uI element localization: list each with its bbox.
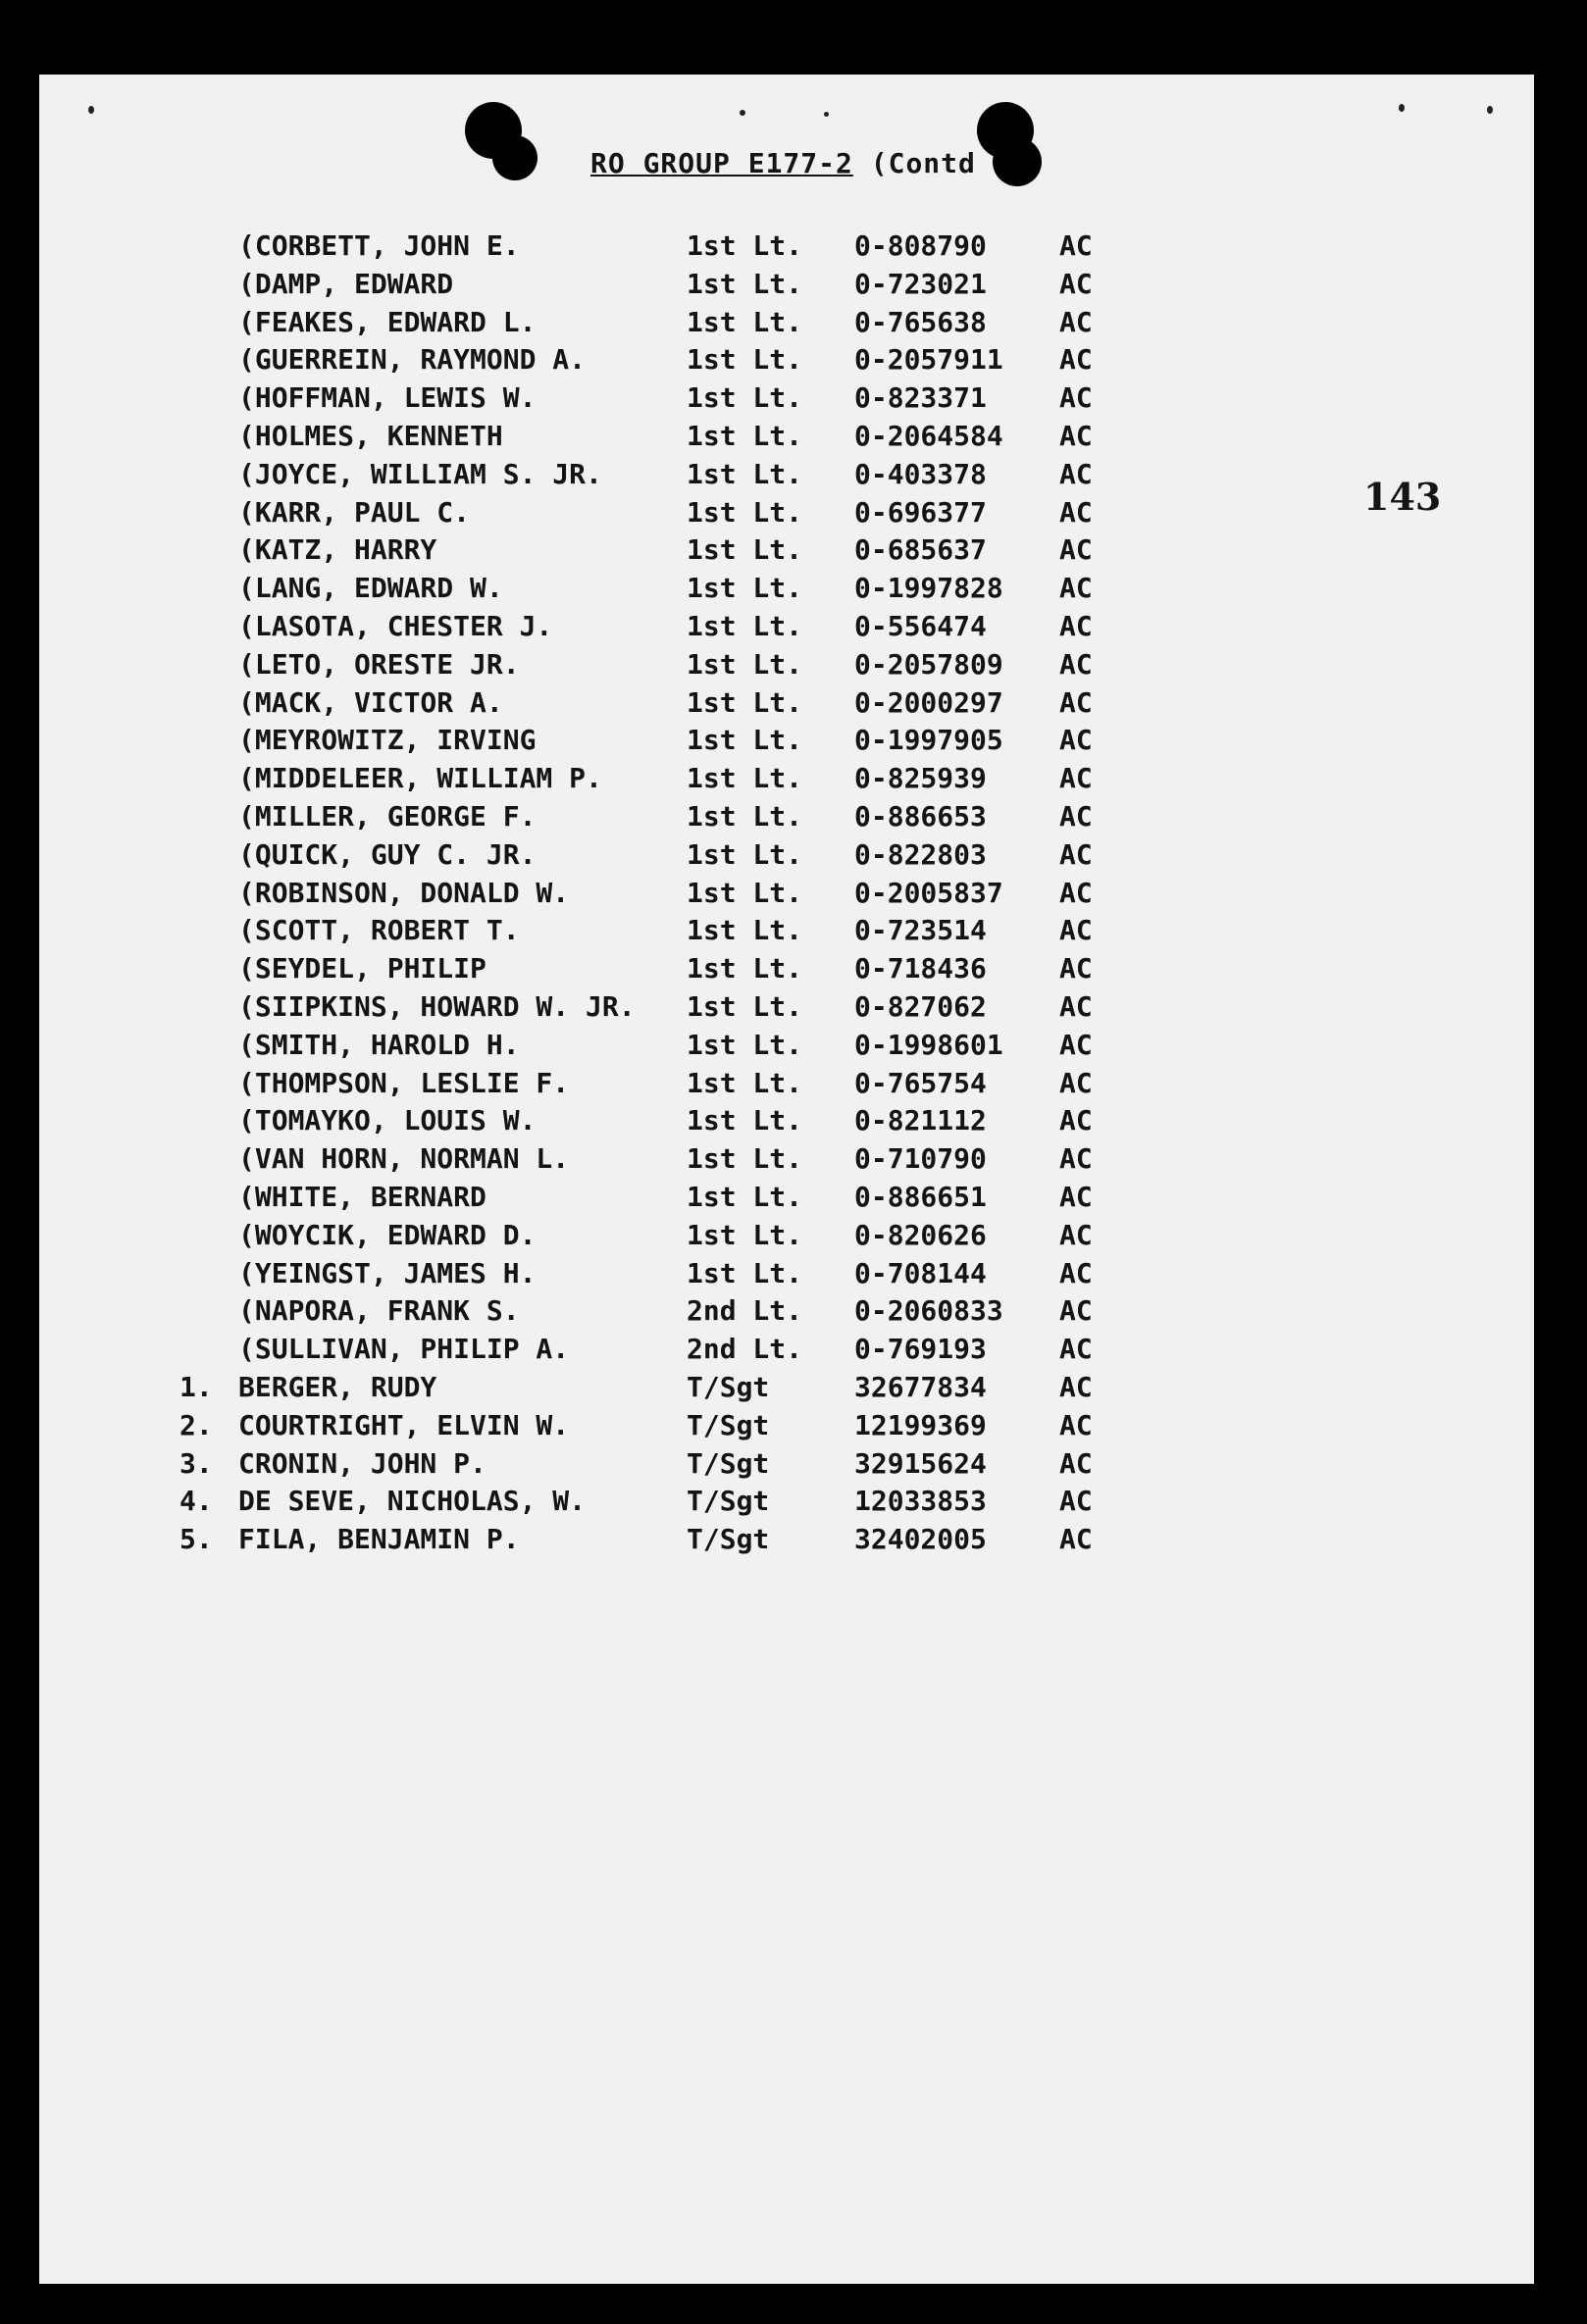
roster-row [39, 1257, 1534, 1296]
row-number: 3. [179, 1446, 213, 1480]
row-branch: AC [1059, 1256, 1093, 1289]
row-branch: AC [1059, 343, 1093, 377]
row-branch: AC [1059, 1028, 1093, 1061]
row-name: (VAN HORN, NORMAN L. [238, 1142, 570, 1176]
row-name: (HOFFMAN, LEWIS W. [238, 381, 537, 415]
roster-row [39, 458, 1534, 497]
roster-row [39, 1219, 1534, 1258]
roster-row [39, 533, 1534, 573]
row-serial-number: 0-2057809 [854, 647, 1003, 681]
roster-row [39, 268, 1534, 307]
row-rank: 1st Lt. [687, 952, 803, 985]
row-name: (MIDDELEER, WILLIAM P. [238, 762, 602, 795]
row-serial-number: 0-808790 [854, 229, 987, 262]
row-name: CRONIN, JOHN P. [238, 1446, 486, 1480]
row-branch: AC [1059, 1066, 1093, 1099]
roster-row [39, 990, 1534, 1030]
row-rank: T/Sgt [687, 1371, 770, 1403]
row-rank: 1st Lt. [687, 1218, 803, 1251]
row-serial-number: 0-1997828 [854, 572, 1003, 605]
row-branch: AC [1059, 837, 1093, 871]
row-serial-number: 0-718436 [854, 952, 987, 985]
row-serial-number: 0-2060833 [854, 1294, 1003, 1328]
row-serial-number: 0-769193 [854, 1333, 987, 1366]
row-name: (CORBETT, JOHN E. [238, 229, 520, 262]
row-name: BERGER, RUDY [238, 1371, 437, 1403]
row-name: (SMITH, HAROLD H. [238, 1028, 520, 1061]
row-name: (MILLER, GEORGE F. [238, 800, 537, 833]
row-branch: AC [1059, 914, 1093, 947]
row-rank: 1st Lt. [687, 572, 803, 605]
row-name: (ROBINSON, DONALD W. [238, 876, 570, 909]
row-name: (WOYCIK, EDWARD D. [238, 1218, 537, 1251]
row-name: (THOMPSON, LESLIE F. [238, 1066, 570, 1099]
row-name: (HOLMES, KENNETH [238, 420, 503, 452]
row-branch: AC [1059, 876, 1093, 909]
row-rank: 1st Lt. [687, 990, 803, 1023]
row-name: (GUERREIN, RAYMOND A. [238, 343, 587, 377]
roster-row [39, 420, 1534, 459]
row-rank: 1st Lt. [687, 381, 803, 415]
row-branch: AC [1059, 762, 1093, 795]
document-header [590, 147, 976, 179]
row-name: (LANG, EDWARD W. [238, 572, 503, 605]
row-serial-number: 0-827062 [854, 990, 987, 1023]
roster-row [39, 1485, 1534, 1524]
roster-row [39, 229, 1534, 269]
row-serial-number: 0-886653 [854, 800, 987, 833]
row-name: (MEYROWITZ, IRVING [238, 724, 537, 757]
speck [88, 106, 94, 114]
row-number: 1. [179, 1371, 213, 1403]
row-name: (MACK, VICTOR A. [238, 685, 503, 719]
row-branch: AC [1059, 1181, 1093, 1213]
row-serial-number: 0-765754 [854, 1066, 987, 1099]
row-rank: 2nd Lt. [687, 1294, 803, 1328]
row-rank: 2nd Lt. [687, 1333, 803, 1366]
speck [1399, 104, 1405, 112]
row-rank: 1st Lt. [687, 724, 803, 757]
row-serial-number: 0-710790 [854, 1142, 987, 1176]
row-name: DE SEVE, NICHOLAS, W. [238, 1485, 587, 1518]
punch-hole-right-lower [993, 137, 1042, 186]
row-branch: AC [1059, 1523, 1093, 1556]
row-branch: AC [1059, 724, 1093, 757]
row-serial-number: 12033853 [854, 1485, 987, 1518]
row-branch: AC [1059, 1294, 1093, 1328]
row-branch: AC [1059, 1104, 1093, 1137]
row-serial-number: 12199369 [854, 1408, 987, 1441]
roster-row [39, 1181, 1534, 1220]
row-serial-number: 0-685637 [854, 533, 987, 567]
row-serial-number: 0-2005837 [854, 876, 1003, 909]
row-serial-number: 0-723021 [854, 267, 987, 300]
row-rank: 1st Lt. [687, 647, 803, 681]
roster-row [39, 648, 1534, 687]
roster-row [39, 877, 1534, 916]
row-serial-number: 32915624 [854, 1446, 987, 1480]
row-rank: 1st Lt. [687, 267, 803, 300]
row-branch: AC [1059, 685, 1093, 719]
row-rank: 1st Lt. [687, 495, 803, 529]
row-branch: AC [1059, 647, 1093, 681]
row-branch: AC [1059, 457, 1093, 490]
speck [1487, 106, 1493, 114]
row-rank: 1st Lt. [687, 1256, 803, 1289]
row-serial-number: 0-1997905 [854, 724, 1003, 757]
row-rank: 1st Lt. [687, 610, 803, 642]
row-branch: AC [1059, 952, 1093, 985]
row-name: (KARR, PAUL C. [238, 495, 471, 529]
row-rank: 1st Lt. [687, 533, 803, 567]
row-serial-number: 32402005 [854, 1523, 987, 1556]
punch-hole-left-lower [492, 135, 538, 180]
roster-row [39, 496, 1534, 535]
row-serial-number: 0-2000297 [854, 685, 1003, 719]
roster-row [39, 800, 1534, 839]
roster-row [39, 610, 1534, 649]
row-serial-number: 0-820626 [854, 1218, 987, 1251]
row-serial-number: 0-403378 [854, 457, 987, 490]
row-number: 2. [179, 1408, 213, 1441]
row-serial-number: 0-556474 [854, 610, 987, 642]
row-serial-number: 0-825939 [854, 762, 987, 795]
row-branch: AC [1059, 572, 1093, 605]
row-branch: AC [1059, 1142, 1093, 1176]
row-rank: 1st Lt. [687, 420, 803, 452]
row-branch: AC [1059, 305, 1093, 338]
row-rank: T/Sgt [687, 1446, 770, 1480]
row-rank: T/Sgt [687, 1523, 770, 1556]
row-serial-number: 0-765638 [854, 305, 987, 338]
row-name: COURTRIGHT, ELVIN W. [238, 1408, 570, 1441]
row-serial-number: 0-886651 [854, 1181, 987, 1213]
row-serial-number: 0-2057911 [854, 343, 1003, 377]
row-rank: 1st Lt. [687, 1028, 803, 1061]
roster-row [39, 381, 1534, 421]
row-name: (SCOTT, ROBERT T. [238, 914, 520, 947]
row-rank: 1st Lt. [687, 1066, 803, 1099]
row-branch: AC [1059, 381, 1093, 415]
row-branch: AC [1059, 495, 1093, 529]
row-branch: AC [1059, 1371, 1093, 1403]
row-rank: 1st Lt. [687, 1142, 803, 1176]
roster-row [39, 1142, 1534, 1182]
row-branch: AC [1059, 1218, 1093, 1251]
row-name: (WHITE, BERNARD [238, 1181, 486, 1213]
speck [824, 112, 829, 117]
row-serial-number: 0-822803 [854, 837, 987, 871]
row-rank: 1st Lt. [687, 762, 803, 795]
row-serial-number: 0-1998601 [854, 1028, 1003, 1061]
roster-row [39, 306, 1534, 345]
row-branch: AC [1059, 267, 1093, 300]
row-name: (JOYCE, WILLIAM S. JR. [238, 457, 602, 490]
row-branch: AC [1059, 610, 1093, 642]
roster-row [39, 1523, 1534, 1562]
row-number: 4. [179, 1485, 213, 1518]
roster-row [39, 1333, 1534, 1372]
row-name: (SEYDEL, PHILIP [238, 952, 486, 985]
row-name: (QUICK, GUY C. JR. [238, 837, 537, 871]
roster-row [39, 762, 1534, 801]
roster-row [39, 1447, 1534, 1487]
row-rank: 1st Lt. [687, 229, 803, 262]
roster-row [39, 572, 1534, 611]
row-serial-number: 0-696377 [854, 495, 987, 529]
row-rank: 1st Lt. [687, 685, 803, 719]
row-rank: T/Sgt [687, 1408, 770, 1441]
roster-row [39, 914, 1534, 953]
header-suffix: (Contd [870, 147, 976, 179]
roster-row [39, 1371, 1534, 1410]
row-branch: AC [1059, 420, 1093, 452]
row-rank: 1st Lt. [687, 800, 803, 833]
row-branch: AC [1059, 533, 1093, 567]
row-rank: T/Sgt [687, 1485, 770, 1518]
header-title: RO GROUP E177-2 [590, 147, 853, 179]
row-rank: 1st Lt. [687, 457, 803, 490]
row-branch: AC [1059, 800, 1093, 833]
row-branch: AC [1059, 1408, 1093, 1441]
row-rank: 1st Lt. [687, 876, 803, 909]
row-name: (YEINGST, JAMES H. [238, 1256, 537, 1289]
row-serial-number: 0-2064584 [854, 420, 1003, 452]
row-name: (DAMP, EDWARD [238, 267, 454, 300]
row-serial-number: 0-708144 [854, 1256, 987, 1289]
row-name: (SULLIVAN, PHILIP A. [238, 1333, 570, 1366]
row-number: 5. [179, 1523, 213, 1556]
row-rank: 1st Lt. [687, 914, 803, 947]
row-serial-number: 32677834 [854, 1371, 987, 1403]
roster-row [39, 952, 1534, 991]
row-rank: 1st Lt. [687, 837, 803, 871]
row-name: (LETO, ORESTE JR. [238, 647, 520, 681]
document-page [39, 75, 1534, 2284]
row-name: (TOMAYKO, LOUIS W. [238, 1104, 537, 1137]
row-rank: 1st Lt. [687, 1181, 803, 1213]
roster-row [39, 838, 1534, 878]
row-name: (SIIPKINS, HOWARD W. JR. [238, 990, 636, 1023]
row-branch: AC [1059, 1485, 1093, 1518]
roster-row [39, 724, 1534, 763]
row-name: (NAPORA, FRANK S. [238, 1294, 520, 1328]
row-branch: AC [1059, 1333, 1093, 1366]
roster-row [39, 1294, 1534, 1334]
row-name: (KATZ, HARRY [238, 533, 437, 567]
row-branch: AC [1059, 229, 1093, 262]
roster-row [39, 1409, 1534, 1448]
speck [740, 110, 745, 116]
row-serial-number: 0-823371 [854, 381, 987, 415]
row-serial-number: 0-821112 [854, 1104, 987, 1137]
row-rank: 1st Lt. [687, 1104, 803, 1137]
row-rank: 1st Lt. [687, 343, 803, 377]
row-name: (LASOTA, CHESTER J. [238, 610, 553, 642]
row-name: FILA, BENJAMIN P. [238, 1523, 520, 1556]
row-serial-number: 0-723514 [854, 914, 987, 947]
row-rank: 1st Lt. [687, 305, 803, 338]
row-branch: AC [1059, 990, 1093, 1023]
row-name: (FEAKES, EDWARD L. [238, 305, 537, 338]
row-branch: AC [1059, 1446, 1093, 1480]
roster-row [39, 1029, 1534, 1068]
roster-row [39, 1067, 1534, 1106]
page-number: 143 [1363, 475, 1442, 519]
roster-row [39, 1104, 1534, 1143]
roster-row [39, 686, 1534, 726]
roster-row [39, 343, 1534, 382]
